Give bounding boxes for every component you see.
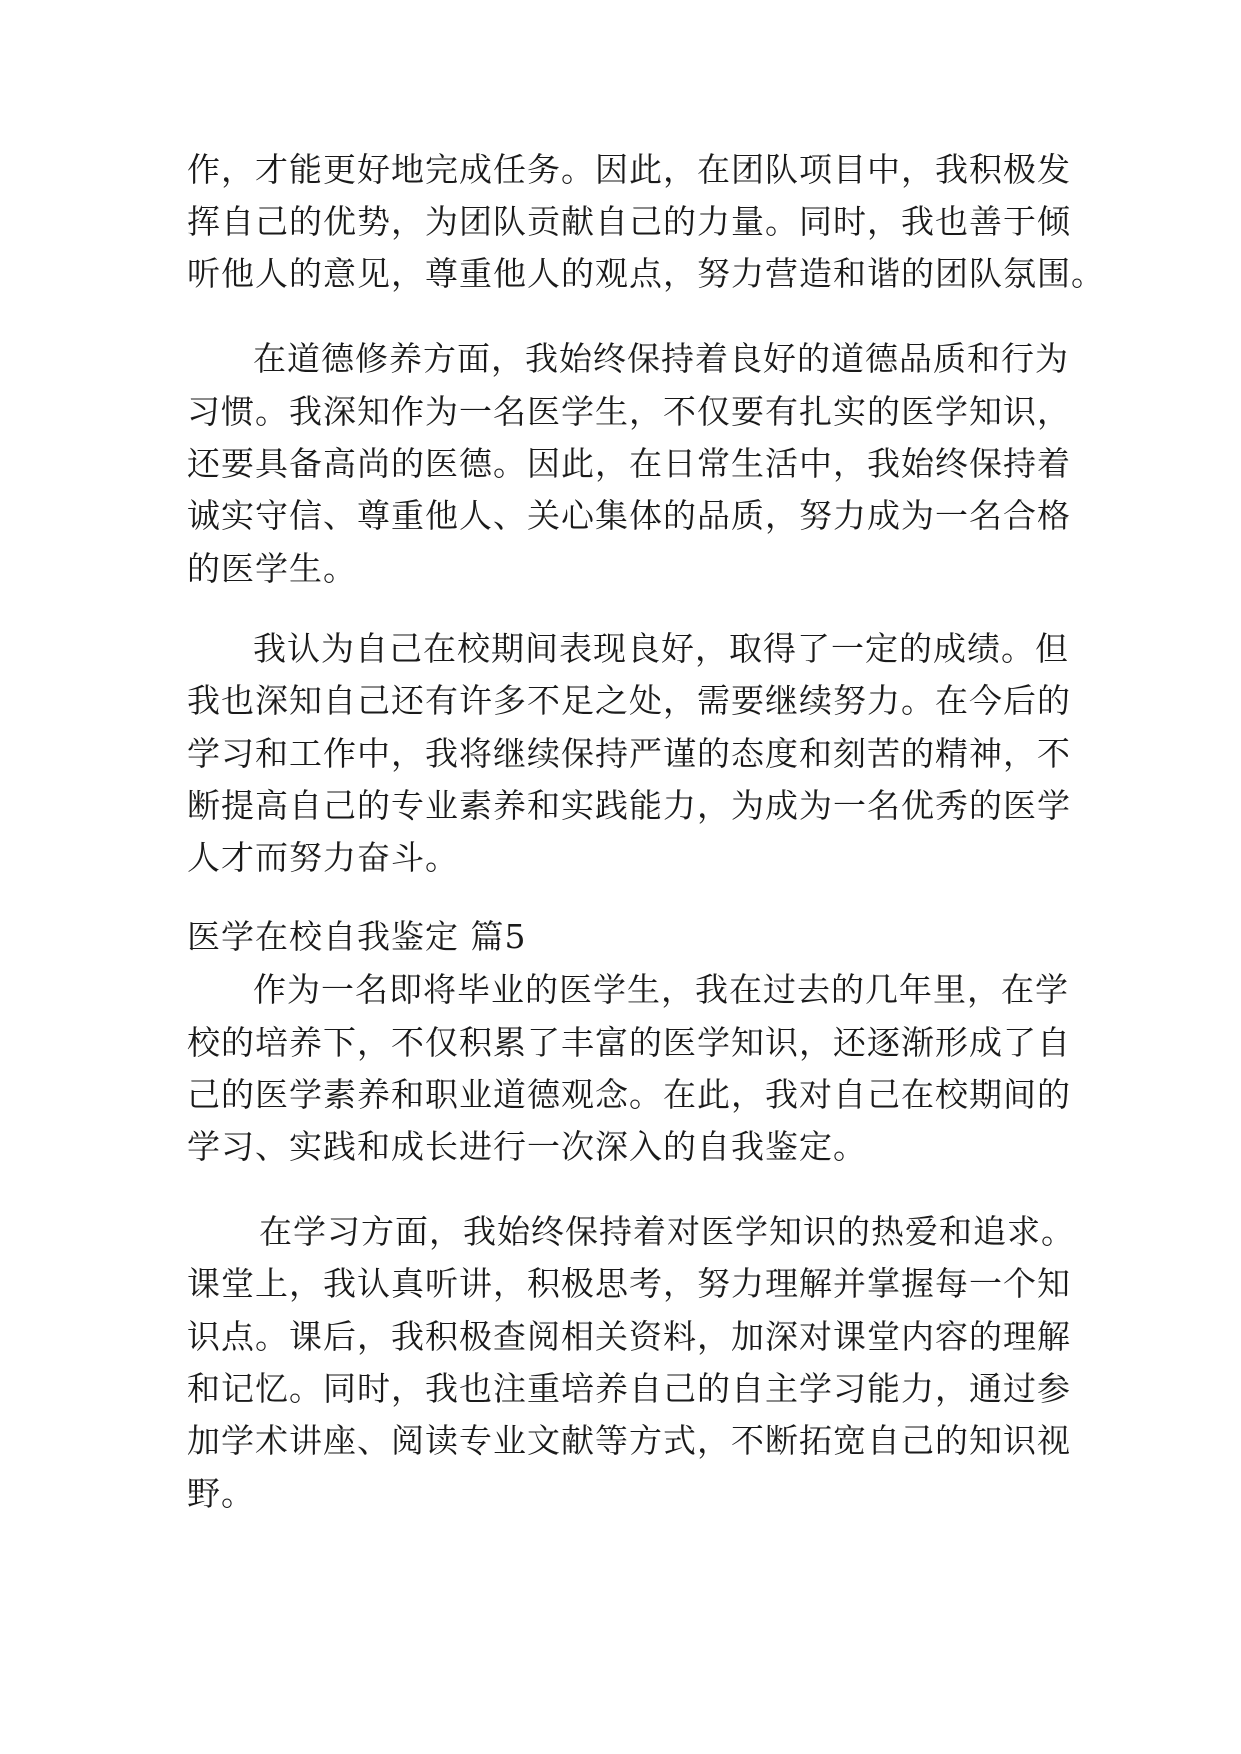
text-line: 学习和工作中，我将继续保持严谨的态度和刻苦的精神，不 [187,734,1071,773]
section-heading: 医学在校自我鉴定 篇5 [187,917,527,956]
text-line: 挥自己的优势，为团队贡献自己的力量。同时，我也善于倾 [187,202,1071,241]
text-line: 习惯。我深知作为一名医学生，不仅要有扎实的医学知识， [187,392,1071,431]
text-line: 听他人的意见，尊重他人的观点，努力营造和谐的团队氛围。 [187,254,1105,293]
text-line: 人才而努力奋斗。 [187,838,459,877]
text-line: 诚实守信、尊重他人、关心集体的品质，努力成为一名合格 [187,496,1071,535]
paragraph-first-line: 我认为自己在校期间表现良好，取得了一定的成绩。但 [253,629,1069,668]
text-line: 的医学生。 [187,549,357,588]
paragraph-first-line: 在学习方面，我始终保持着对医学知识的热爱和追求。 [259,1212,1075,1251]
text-line: 学习、实践和成长进行一次深入的自我鉴定。 [187,1127,867,1166]
text-line: 我也深知自己还有许多不足之处，需要继续努力。在今后的 [187,681,1071,720]
text-line: 作，才能更好地完成任务。因此，在团队项目中，我积极发 [187,150,1071,189]
text-line: 和记忆。同时，我也注重培养自己的自主学习能力，通过参 [187,1369,1071,1408]
paragraph-first-line: 作为一名即将毕业的医学生，我在过去的几年里，在学 [253,970,1069,1009]
text-line: 识点。课后，我积极查阅相关资料，加深对课堂内容的理解 [187,1317,1071,1356]
text-line: 加学术讲座、阅读专业文献等方式，不断拓宽自己的知识视 [187,1421,1071,1460]
text-line: 野。 [187,1474,255,1513]
text-line: 断提高自己的专业素养和实践能力，为成为一名优秀的医学 [187,786,1071,825]
paragraph-first-line: 在道德修养方面，我始终保持着良好的道德品质和行为 [253,339,1069,378]
text-line: 己的医学素养和职业道德观念。在此，我对自己在校期间的 [187,1075,1071,1114]
text-line: 校的培养下，不仅积累了丰富的医学知识，还逐渐形成了自 [187,1023,1071,1062]
text-line: 课堂上，我认真听讲，积极思考，努力理解并掌握每一个知 [187,1264,1071,1303]
text-line: 还要具备高尚的医德。因此，在日常生活中，我始终保持着 [187,444,1071,483]
